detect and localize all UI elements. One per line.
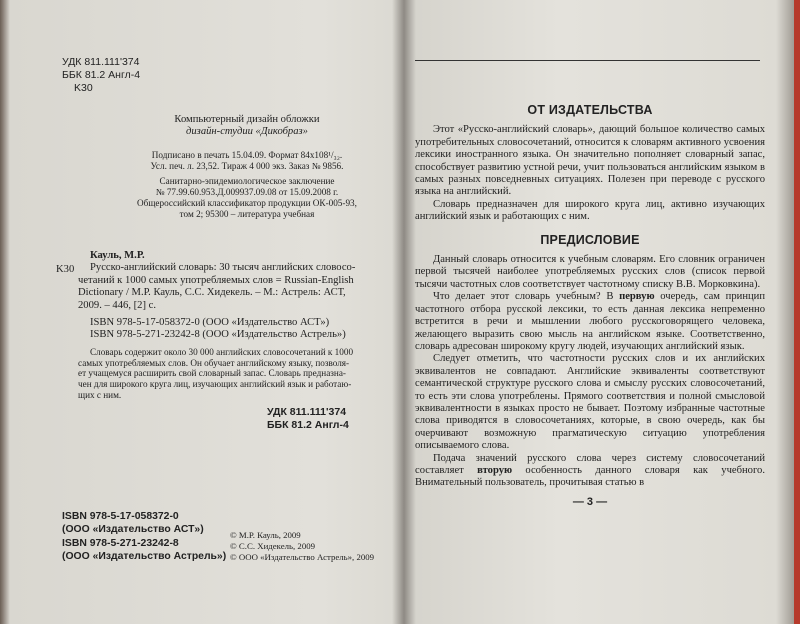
k-code-biblio: K30	[56, 264, 75, 275]
isbn-ast: ISBN 978-5-17-058372-0 (ООО «Издательство АСТ»)	[90, 317, 330, 329]
biblio2: четаний к 1000 самых употребляемых слов = Russian-English	[78, 274, 354, 286]
copy2: © С.С. Хидекель, 2009	[230, 541, 316, 551]
bbk-top: ББК 81.2 Англ-4	[62, 69, 141, 81]
isbn-b3: ISBN 978-5-271-23242-8	[62, 537, 179, 549]
udk-block-top	[62, 56, 140, 95]
emphasis-second: вторую	[477, 464, 513, 476]
k-code: K30	[74, 82, 93, 94]
right-page	[415, 60, 765, 508]
print-line2: Усл. печ. л. 23,52. Тираж 4 000 экз. Заказ № 9856.	[150, 160, 344, 171]
isbn-block	[62, 510, 226, 564]
paragraph-5: Следует отметить, что частотности русских слов и их английских эквивалентов не совпадают. Английские эквиваленты соответствуют семантической структуре русского слова и смыслу русских словосочетаний, то есть эти слова употреблены. Прямого соответствия и полной смысловой эквивалентности в языках просто не бывает. Поэтому избранные частотные слова приводятся в словосочетаниях, которые, в свою очередь, как бы очерчивают возможную прагматическую ситуацию употребления описываемого слова.	[415, 353, 765, 452]
paragraph-3: Данный словарь относится к учебным словарям. Его словник ограничен первой тысячей наиболее употребляемых русских слов (список первой тысячи частотных слов соответствует частотному списку В.В. Морковкина).	[415, 254, 765, 290]
desc2: самых употребляемых слов. Он обучает английскому языку, позволя-	[78, 357, 350, 368]
isbn-astrel: ISBN 978-5-271-23242-8 (ООО «Издательство Астрель»)	[90, 329, 346, 341]
sanitary-number: № 77.99.60.953.Д.009937.09.08 от 15.09.2008 г.	[155, 187, 339, 198]
udk-bottom: УДК 811.111'374	[267, 406, 347, 418]
copy1: © М.Р. Кауль, 2009	[230, 530, 301, 540]
red-edge	[794, 0, 800, 624]
paragraph-2: Словарь предназначен для широкого круга лиц, активно изучающих английский язык и работающих с ним.	[415, 198, 765, 223]
bbk-bottom: ББК 81.2 Англ-4	[267, 419, 349, 431]
sanitary-title: Санитарно-эпидемиологическое заключение	[159, 176, 335, 187]
isbn-b1: ISBN 978-5-17-058372-0	[62, 511, 179, 522]
print-line1: Подписано в печать 15.04.09. Формат 84x108¹/₃₂.	[151, 149, 343, 160]
emphasis-first: первую	[619, 291, 655, 303]
desc1: Словарь содержит около 30 000 английских словосочетаний к 1000	[90, 346, 354, 357]
biblio1: Русско-английский словарь: 30 тысяч английских словосо-	[90, 262, 356, 274]
isbn-b2: (ООО «Издательство АСТ»)	[62, 524, 204, 536]
desc4: чен для широкого круга лиц, изучающих английский язык и работаю-	[78, 379, 352, 390]
heading-preface: ПРЕДИСЛОВИЕ	[540, 232, 640, 247]
copyright-block	[230, 530, 374, 563]
paragraph-1: Этот «Русско-английский словарь», дающий большое количество самых употребительных словосочетаний, относится к словарям активного усвоения лексики иностранного языка. Он значительно пополняет словарный запас, способствует развитию устной речи, учит пользоваться английским языком в самых разных повседневных ситуациях. Полезен при переводе с русского языка на английский.	[415, 124, 765, 198]
cover-design: Компьютерный дизайн обложки	[174, 114, 320, 125]
imprint-block	[112, 114, 382, 220]
paragraph-4: Что делает этот словарь учебным? В первую очередь, сам принцип частотного отбора русской лексики, то есть данная лексика непременно встретится в речи и мышлении любого русскоговорящего человека, желающего выразить свою мысль на английском языке. Соответственно, словарь адресован широкому кругу людей, изучающих английский язык.	[415, 291, 765, 352]
classifier2: том 2; 95300 – литература учебная	[179, 208, 315, 219]
biblio4: 2009. – 446, [2] с.	[78, 299, 156, 311]
bibliographic-record	[52, 250, 392, 401]
page-number: — 3 —	[572, 495, 608, 508]
biblio3: Dictionary / М.Р. Кауль, С.С. Хидекель. – М.: Астрель: АСТ,	[78, 287, 346, 299]
paragraph-6: Подача значений русского слова через систему словосочетаний составляет вторую особенность данного словаря как учебного. Внимательный пользователь, прочитывая статью в	[415, 452, 765, 489]
design-studio: дизайн-студии «Дикобраз»	[186, 126, 308, 138]
author: Кауль, М.Р.	[90, 250, 145, 261]
udk-top: УДК 811.111'374	[62, 56, 140, 68]
desc5: щих с ним.	[78, 390, 122, 401]
copy3: © ООО «Издательство Астрель», 2009	[230, 552, 375, 562]
top-rule	[415, 60, 760, 61]
isbn-b4: (ООО «Издательство Астрель»)	[62, 551, 227, 563]
udk-block-bottom	[267, 406, 392, 432]
heading-publisher: ОТ ИЗДАТЕЛЬСТВА	[527, 103, 653, 117]
classifier1: Общероссийский классификатор продукции ОК-005-93,	[137, 198, 357, 208]
desc3: ет учащемуся расширить свой словарный запас. Словарь предназна-	[78, 368, 346, 379]
